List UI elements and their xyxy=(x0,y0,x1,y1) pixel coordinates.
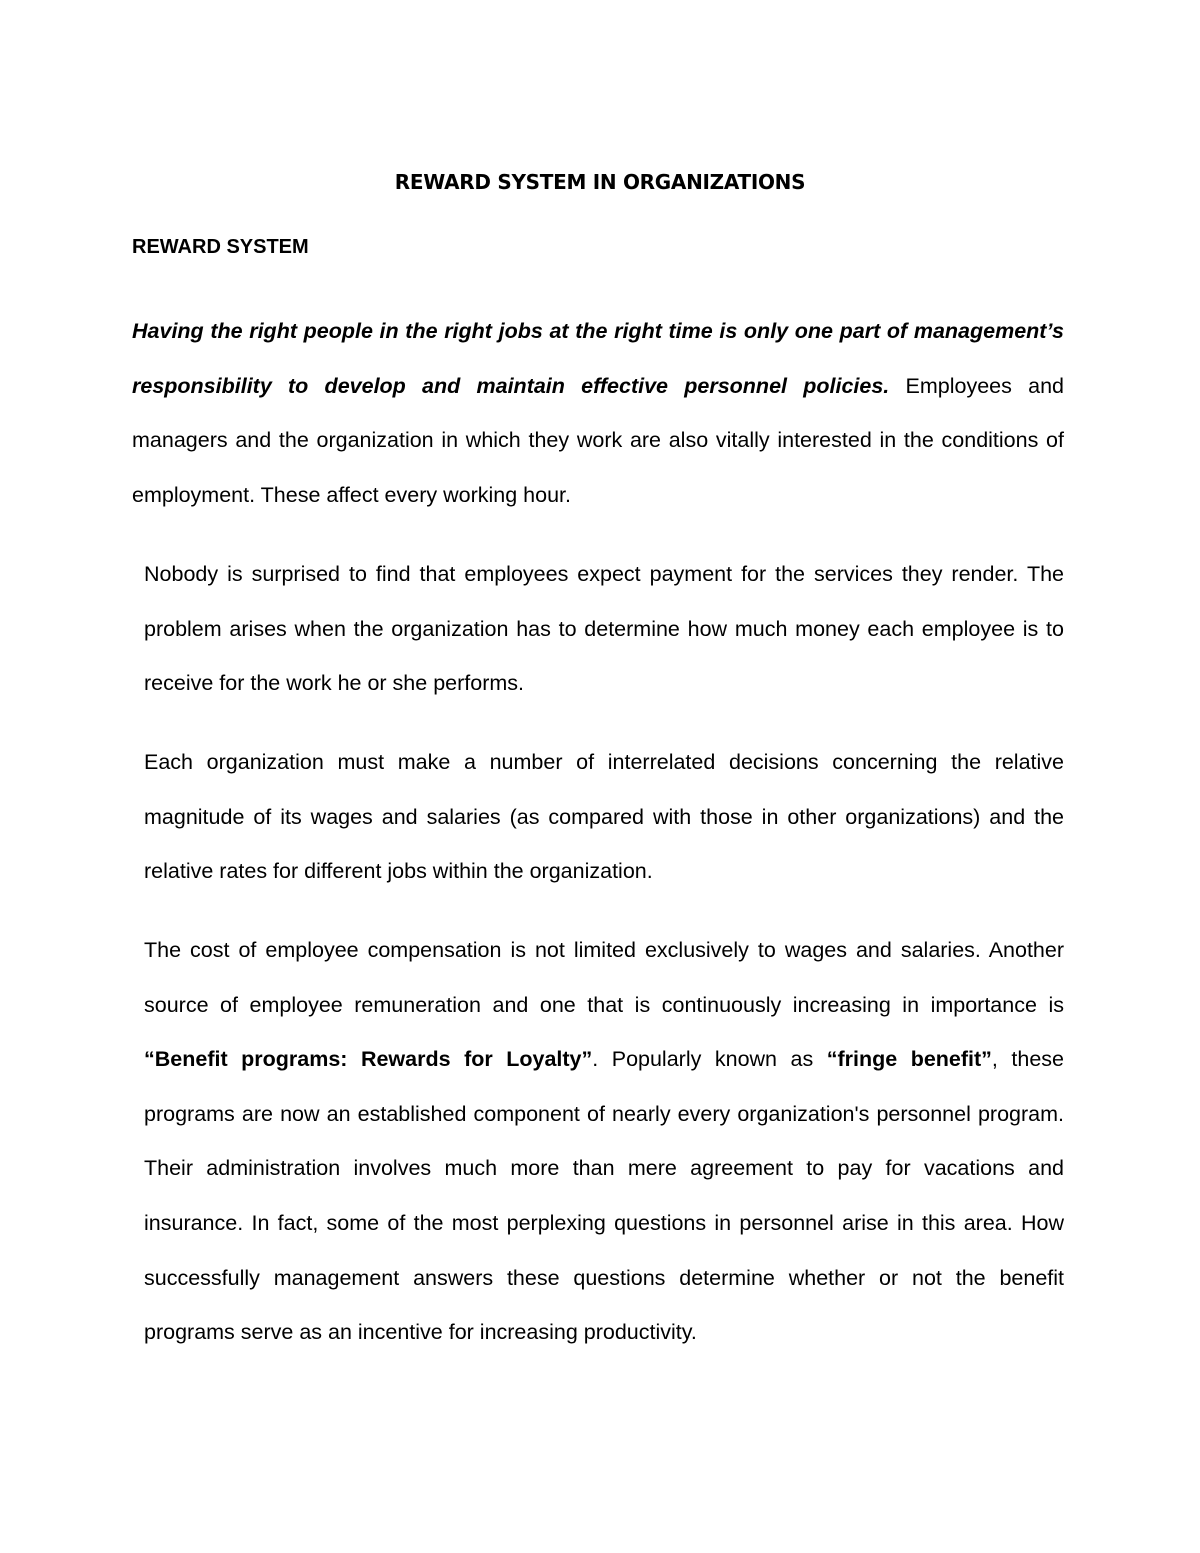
section-heading: REWARD SYSTEM xyxy=(132,236,309,258)
paragraph-1-lead: Having the right people in the right jobs at the right time is only one part of management’s responsibility to develop and maintain effective personnel policies. xyxy=(132,319,1064,398)
paragraph-2: Nobody is surprised to find that employees expect payment for the services they render. The problem arises when the organization has to determine how much money each employee is to receive for the work he or she performs. xyxy=(144,562,1064,696)
paragraph-3: Each organization must make a number of interrelated decisions concerning the relative magnitude of its wages and salaries (as compared with those in other organizations) and the relative rates for different jobs within the organization. xyxy=(144,750,1064,884)
paragraph-4-part-3: , these programs are now an established component of nearly every organization's personnel program. Their administration involves much more than mere agreement to pay for vacations and insurance. In fact, some of the most perplexing questions in personnel arise in this area. How successfully management answers these questions determine whether or not the benefit programs serve as an incentive for increasing productivity. xyxy=(144,1047,1064,1345)
fringe-benefit-term: “fringe benefit” xyxy=(826,1047,992,1072)
paragraph-4 xyxy=(144,923,1064,1360)
benefit-programs-term: “Benefit programs: Rewards for Loyalty” xyxy=(144,1047,593,1072)
paragraph-4-part-1: The cost of employee compensation is not limited exclusively to wages and salaries. Another source of employee remuneration and one that is continuously increasing in importance is xyxy=(144,938,1064,1017)
paragraph-1-body: Employees and managers and the organization in which they work are also vitally interested in the conditions of employment. These affect every working hour. xyxy=(132,373,1064,507)
paragraph-4-part-2: . Popularly known as xyxy=(592,1047,827,1072)
paragraph-1 xyxy=(132,304,1064,522)
document-title: REWARD SYSTEM IN ORGANIZATIONS xyxy=(394,170,806,194)
